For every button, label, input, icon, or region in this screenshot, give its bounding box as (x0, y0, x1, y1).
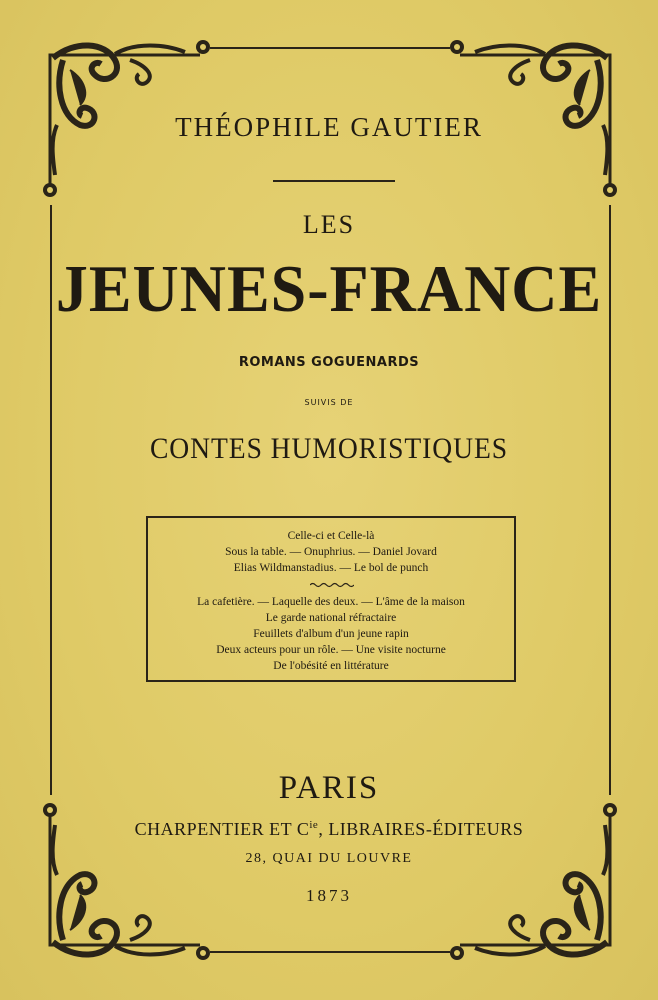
frame-bottom-line (210, 951, 450, 953)
imprint-year: 1873 (306, 886, 352, 905)
book-subtitle: ROMANS GOGUENARDS (238, 355, 420, 370)
contents-line: De l'obésité en littérature (273, 660, 389, 672)
book-title: JEUNES-FRANCE (55, 251, 603, 326)
title-prefix: LES (302, 210, 356, 239)
contents-line: Le garde national réfractaire (265, 612, 397, 624)
publisher-superscript: ie (309, 819, 319, 831)
imprint-address: 28, QUAI DU LOUVRE (245, 851, 413, 866)
secondary-title: CONTES HUMORISTIQUES (149, 432, 509, 465)
publisher-name: CHARPENTIER ET C (134, 819, 310, 839)
contents-box (146, 516, 516, 682)
frame-top-line (210, 47, 450, 49)
corner-ornament-icon (445, 790, 625, 970)
contents-line: Celle-ci et Celle-là (287, 530, 375, 542)
imprint-publisher (0, 819, 658, 840)
contents-line: Feuillets d'album d'un jeune rapin (253, 628, 409, 640)
contents-line: Elias Wildmanstadius. — Le bol de punch (233, 562, 429, 574)
contents-line: La cafetière. — Laquelle des deux. — L'âme de la maison (197, 596, 465, 608)
corner-ornament-icon (35, 790, 215, 970)
publisher-role: , LIBRAIRES-ÉDITEURS (318, 819, 524, 839)
author-name: THÉOPHILE GAUTIER (175, 112, 483, 142)
contents-line: Sous la table. — Onuphrius. — Daniel Jovard (225, 546, 437, 558)
title-rule (273, 180, 395, 182)
squiggle-divider-icon (310, 582, 354, 588)
contents-line: Deux acteurs pour un rôle. — Une visite nocturne (216, 644, 446, 656)
connector-text: SUIVIS DE (304, 398, 354, 407)
imprint-city: PARIS (278, 770, 380, 806)
